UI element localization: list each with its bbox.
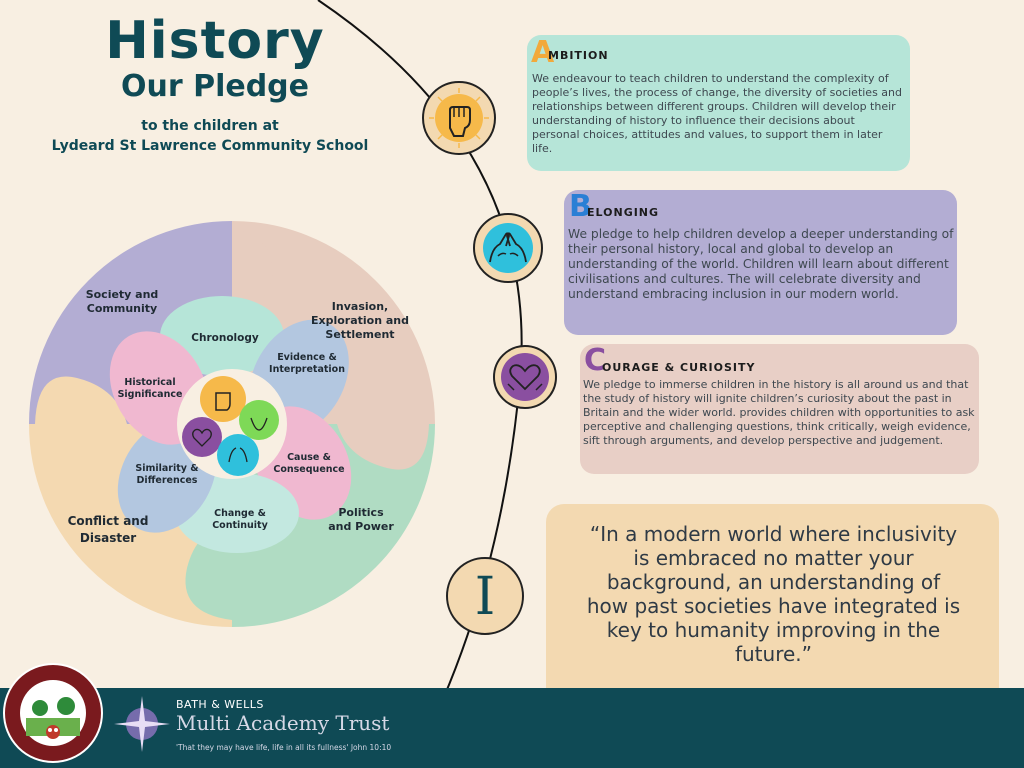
label-society-and-community: Society and Community (85, 288, 159, 315)
trust-tagline: 'That they may have life, life in all its fullness' John 10:10 (176, 743, 392, 752)
trust-name-line1: BATH & WELLS (176, 698, 264, 711)
courage-letter: C (584, 343, 607, 378)
courage-card (580, 344, 979, 474)
courage-body: We pledge to immerse children in the history is all around us and that the study of history will ignite children’s curiosity about the past in Britain and the wider world. provides children with opportunities to ask perceptive and challenging questions, think critically, weigh evidence, sift through arguments, and develop perspective and judgement. (583, 378, 975, 447)
label-change-continuity: Change & Continuity (212, 508, 268, 531)
page-title: History (105, 11, 325, 71)
school-badge-logo (2, 660, 104, 766)
ambition-card (527, 35, 910, 171)
label-similarity-differences: Similarity & Differences (135, 463, 199, 486)
pinky-promise-icon (472, 212, 544, 284)
label-invasion-exploration-settlement: Invasion, Exploration and Settlement (310, 300, 410, 341)
ambition-body: We endeavour to teach children to understand the complexity of people’s lives, the process of change, the diversity of societies and relationships between different groups. Children will develop their understanding of history to influence their decisions about personal choices, attitudes and values, to support them in later life. (532, 72, 902, 155)
heart-hands-icon (492, 344, 558, 410)
trust-name-line2: Multi Academy Trust (176, 711, 390, 735)
dedication-line-1: to the children at (141, 118, 279, 134)
letter-i-icon (445, 556, 525, 636)
page-subtitle: Our Pledge (120, 69, 309, 104)
dedication (20, 116, 400, 156)
raised-fist-icon (421, 80, 497, 156)
dedication-line-2: Lydeard St Lawrence Community School (51, 138, 369, 154)
belonging-heading: ELONGING (587, 206, 660, 219)
multi-academy-trust-star-icon (112, 694, 172, 754)
ambition-letter: A (531, 35, 555, 70)
label-politics-and-power: Politics and Power (328, 506, 394, 533)
inclusion-quote: “In a modern world where inclusivity is embraced no matter your background, an understanding of how past societies have integrated is key to humanity improving in the future.” (586, 522, 961, 666)
svg-text:I: I (474, 567, 496, 627)
label-evidence-interpretation: Evidence & Interpretation (269, 352, 345, 375)
belonging-card (564, 190, 957, 335)
label-cause-consequence: Cause & Consequence (273, 452, 345, 475)
belonging-body: We pledge to help children develop a deeper understanding of their personal history, local and global to develop an understanding of the world. Children will learn about different civilisations and cultures. The will celebrate diversity and understand embracing inclusion in our modern world. (568, 227, 954, 301)
label-chronology: Chronology (191, 332, 259, 344)
label-historical-significance: Historical Significance (117, 377, 183, 400)
history-concepts-wheel (27, 218, 437, 630)
ambition-heading: MBITION (548, 49, 609, 62)
belonging-letter: B (569, 189, 592, 224)
courage-heading: OURAGE & CURIOSITY (602, 361, 756, 374)
label-conflict-and-disaster: Conflict and Disaster (67, 514, 149, 545)
